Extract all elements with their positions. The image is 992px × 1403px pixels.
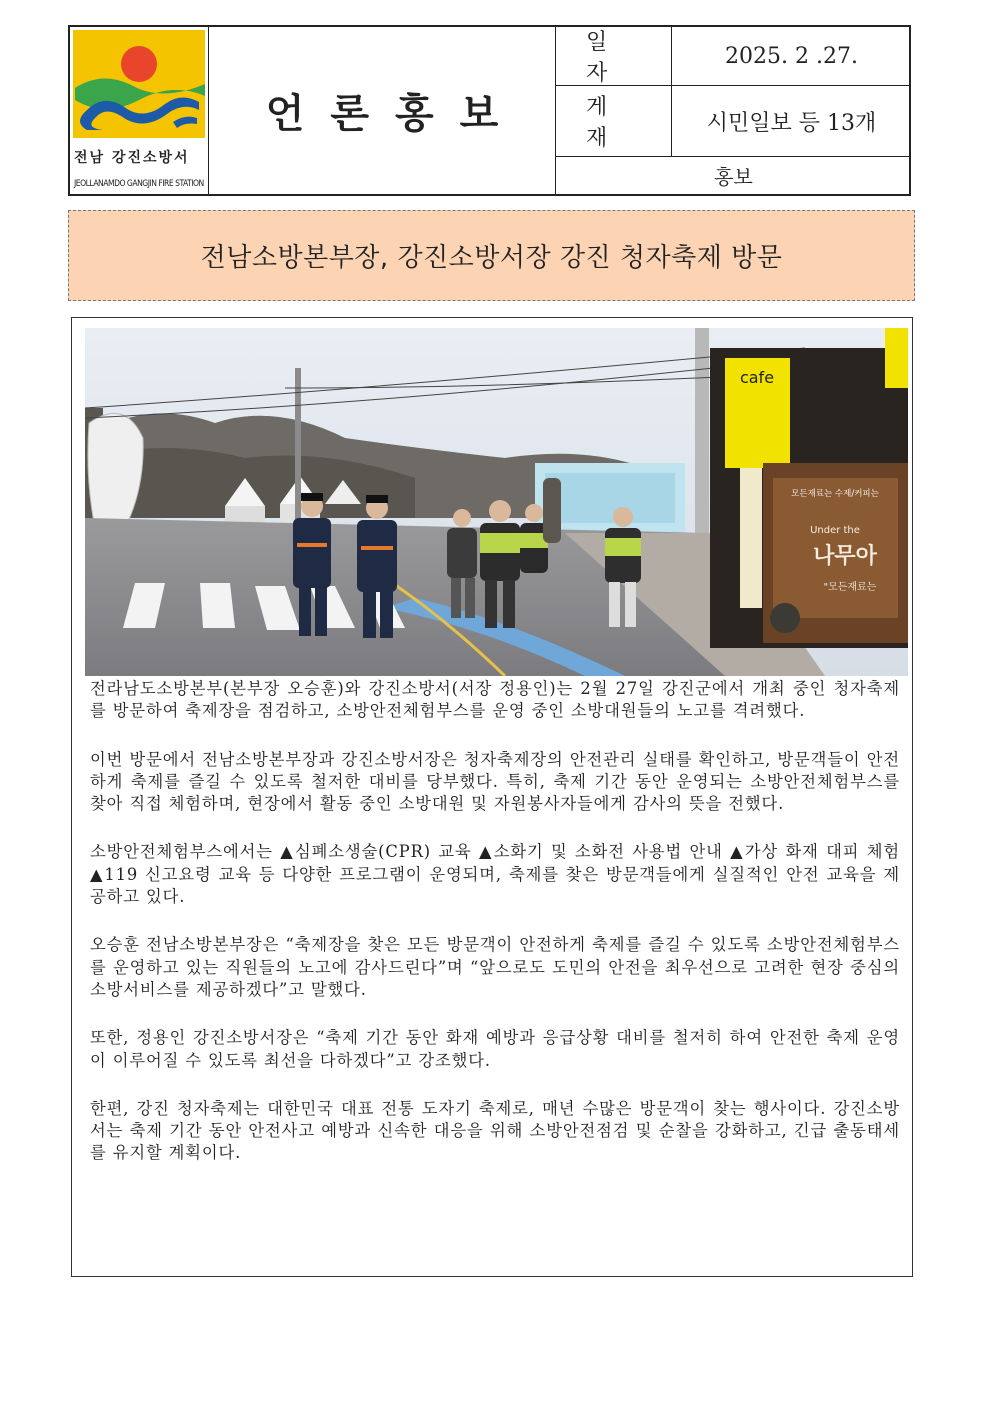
logo-org-name-en: JEOLLANAMDO GANGJIN FIRE STATION (74, 179, 204, 189)
logo-org-name: 전남 강진소방서 (74, 150, 190, 166)
photo-sign-namua: 나무아 (813, 544, 877, 569)
document-title: 언론홍보 (265, 91, 525, 137)
article-paragraph: 전라남도소방본부(본부장 오승훈)와 강진소방서(서장 정용인)는 2월 27일 강진군에서 개최 중인 청자축제를 방문하여 축제장을 점검하고, 소방안전체험부스를 운영 중인 소방대원들의 노고를 격려했다. (90, 679, 900, 721)
article-paragraph: 또한, 정용인 강진소방서장은 “축제 기간 동안 화재 예방과 응급상황 대비를 철저히 하여 안전한 축제 운영이 이루어질 수 있도록 최선을 다하겠다”고 강조했다. (90, 1028, 900, 1070)
article-paragraph: 오승훈 전남소방본부장은 “축제장을 찾은 모든 방문객이 안전하게 축제를 즐길 수 있도록 소방안전체험부스를 운영하고 있는 직원들의 노고에 감사드린다”며 “앞으로도 도민의 안전을 최우선으로 고려한 현장 중심의 소방서비스를 제공하겠다”고 말했다. (90, 935, 900, 999)
gangjin-fire-station-logo (73, 30, 205, 138)
media-label: 게재 (556, 86, 672, 156)
media-row (556, 86, 911, 157)
festival-photo (85, 328, 908, 676)
headline: 전남소방본부장, 강진소방서장 강진 청자축제 방문 (200, 243, 783, 273)
photo-sign-cafe: cafe (739, 368, 775, 387)
photo-sign-under-the: Under the (810, 525, 860, 536)
media-value: 시민일보 등 13개 (706, 110, 877, 136)
category-value: 홍보 (714, 165, 753, 189)
article-box (71, 317, 913, 1277)
logo-cell (70, 27, 209, 194)
headline-banner (68, 210, 915, 301)
date-value: 2025. 2 .27. (725, 43, 858, 69)
category-row (556, 157, 911, 194)
article-paragraph: 한편, 강진 청자축제는 대한민국 대표 전통 도자기 축제로, 매년 수많은 방문객이 찾는 행사이다. 강진소방서는 축제 기간 동안 안전사고 예방과 신속한 대응을 위해 소방안전점검 및 순찰을 강화하고, 긴급 출동태세를 유지할 계획이다. (90, 1098, 900, 1163)
festival-visit-photo (85, 328, 908, 676)
article-body (90, 678, 900, 1191)
date-row (556, 27, 911, 86)
header-table (68, 25, 911, 196)
photo-sign-booth-bottom: "모든재료는 (823, 582, 877, 593)
date-label: 일자 (556, 27, 672, 85)
photo-sign-booth-top: 모든재료는 수제/커피는 (791, 489, 879, 499)
document-title-cell (209, 27, 556, 194)
article-paragraph: 이번 방문에서 전남소방본부장과 강진소방서장은 청자축제장의 안전관리 실태를 확인하고, 방문객들이 안전하게 축제를 즐길 수 있도록 철저한 대비를 당부했다. 특히, 축제 기간 동안 운영되는 소방안전체험부스를 찾아 직접 체험하며, 현장에서 활동 중인 소방대원 및 자원봉사자들에게 감사의 뜻을 전했다. (90, 749, 900, 814)
article-paragraph: 소방안전체험부스에서는 ▲심폐소생술(CPR) 교육 ▲소화기 및 소화전 사용법 안내 ▲가상 화재 대피 체험 ▲119 신고요령 교육 등 다양한 프로그램이 운영되며, 축제를 찾은 방문객들에게 실질적인 안전 교육을 제공하고 있다. (90, 842, 900, 907)
